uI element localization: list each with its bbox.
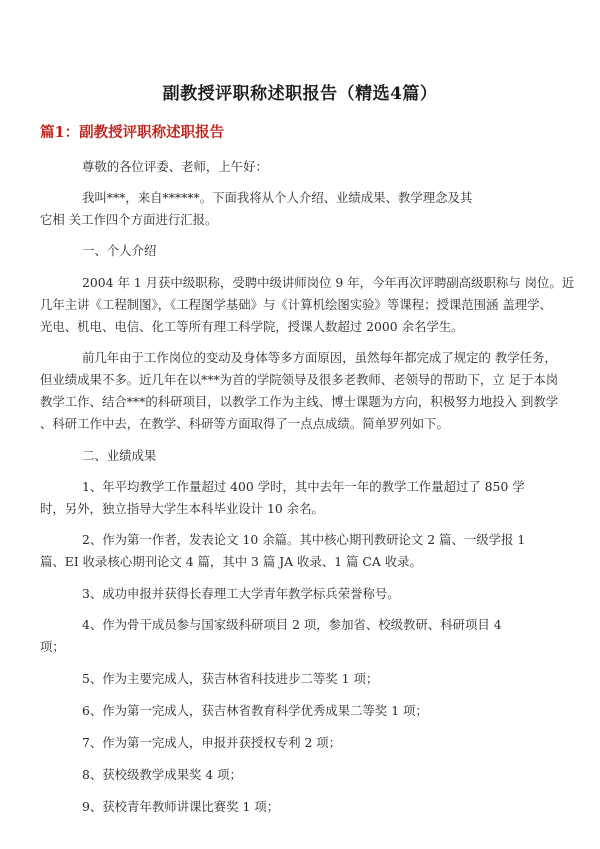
section-heading: 篇1：副教授评职称述职报告: [40, 124, 225, 141]
part1-p2-line-3: 教学工作、结合***的科研项目，以教学工作为主线、博士课题为方向，积极努力地投入 到教学: [40, 394, 559, 409]
document-title: 副教授评职称述职报告（精选4篇）: [162, 84, 438, 104]
achievement-1-line-2: 时，另外，独立指导大学生本科毕业设计 10 余名。: [40, 501, 324, 516]
achievement-1-line-1: 1、年平均教学工作量超过 400 学时，其中去年一年的教学工作量超过了 850 学: [82, 479, 525, 494]
part1-p1-line-1: 2004 年 1 月获中级职称，受聘中级讲师岗位 9 年，今年再次评聘副高级职称与 岗位。近: [82, 275, 575, 290]
part1-p2-line-2: 但业绩成果不多。近几年在以***为首的学院领导及很多老教师、老领导的帮助下，立 足于本岗: [40, 372, 559, 387]
part1-p1-line-2: 几年主讲《工程制图》，《工程图学基础》与《计算机绘图实验》等课程；授课范围涵 盖理学、: [40, 297, 552, 312]
achievement-4-line-1: 4、作为骨干成员参与国家级科研项目 2 项，参加省、校级教研、科研项目 4: [82, 617, 502, 632]
achievement-3: 3、成功申报并获得长春理工大学青年教学标兵荣誉称号。: [82, 586, 400, 601]
part1-p2-line-4: 、科研工作中去，在教学、科研等方面取得了一点点成绩。简单罗列如下。: [40, 416, 449, 431]
achievement-7: 7、作为第一完成人，申报并获授权专利 2 项；: [82, 735, 342, 750]
part1-heading: 一、个人介绍: [82, 243, 157, 258]
achievement-2-line-2: 篇、EI 收录核心期刊论文 4 篇，其中 3 篇 JA 收录、1 篇 CA 收录。: [40, 554, 422, 569]
achievement-6: 6、作为第一完成人，获吉林省教育科学优秀成果二等奖 1 项；: [82, 703, 428, 718]
intro-line-2: 它相 关工作四个方面进行汇报。: [40, 212, 218, 227]
achievement-8: 8、获校级教学成果奖 4 项；: [82, 767, 242, 782]
achievement-2-line-1: 2、作为第一作者，发表论文 10 余篇。其中核心期刊教研论文 2 篇、一级学报 1: [82, 532, 526, 547]
part1-p1-line-3: 光电、机电、电信、化工等所有理工科学院，授课人数超过 2000 余名学生。: [40, 319, 464, 334]
part2-heading: 二、业绩成果: [82, 448, 157, 463]
achievement-9: 9、获校青年教师讲课比赛奖 1 项；: [82, 799, 280, 814]
greeting: 尊敬的各位评委、老师，上午好：: [82, 159, 268, 174]
achievement-5: 5、作为主要完成人，获吉林省科技进步二等奖 1 项；: [82, 671, 379, 686]
achievement-4-line-2: 项；: [40, 639, 65, 654]
intro-line-1: 我叫***，来自******。下面我将从个人介绍、业绩成果、教学理念及其: [82, 190, 473, 205]
part1-p2-line-1: 前几年由于工作岗位的变动及身体等多方面原因，虽然每年都完成了规定的 教学任务，: [82, 350, 557, 365]
